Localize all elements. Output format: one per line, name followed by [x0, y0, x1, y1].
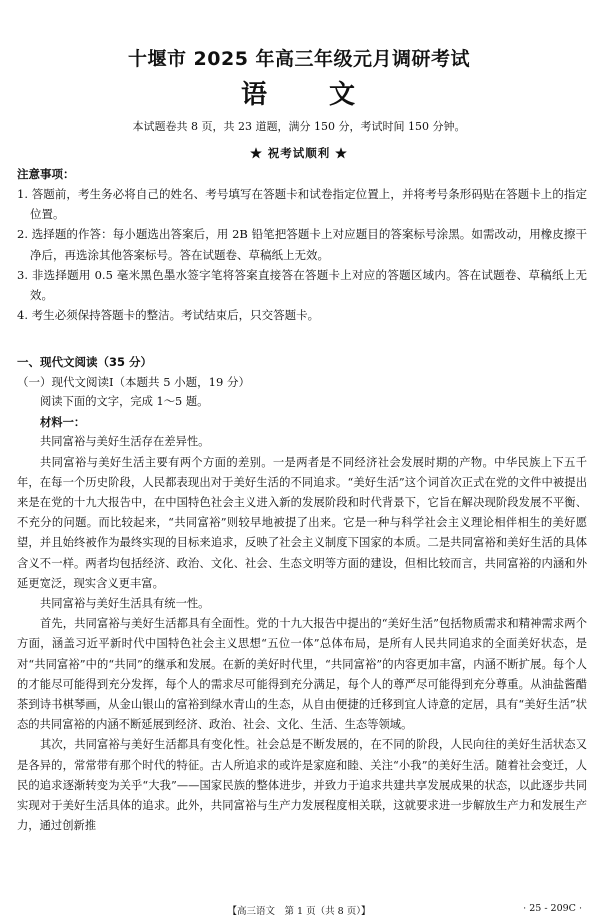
paragraph-3: 共同富裕与美好生活具有统一性。 — [40, 597, 210, 611]
notice-item-1: 1. 答题前，考生务必将自己的姓名、考号填写在答题卡和试卷指定位置上，并将考号条形码贴在答题卡上的指定位置。 — [17, 187, 587, 222]
subsection-heading: （一）现代文阅读Ⅰ（本题共 5 小题，19 分） — [17, 375, 250, 389]
reading-passage — [17, 392, 587, 836]
paragraph-5: 其次，共同富裕与美好生活都具有变化性。社会总是不断发展的，在不同的阶段，人民向往的美好生活状态又是各异的，常常带有那个时代的特征。古人所追求的或许是家庭和睦、关注“小我”的美好生活。随着社会变迁，人民的追求逐渐转变为关乎“大我”——国家民族的整体进步，并致力于追求共建共享发展成果的状态，以此逐步共同实现对于美好生活具体的追求。此外，共同富裕与生产力发展程度相关联，这就要求进一步解放生产力和发展生产力，通过创新推 — [17, 738, 587, 833]
exam-meta: 本试题卷共 8 页，共 23 道题，满分 150 分，考试时间 150 分钟。 — [132, 120, 466, 133]
section-heading: 一、现代文阅读（35 分） — [17, 355, 153, 369]
notice-list — [17, 184, 587, 325]
subject-char-1: 语 — [240, 80, 269, 110]
paragraph-4: 首先，共同富裕与美好生活都具有全面性。党的十九大报告中提出的“美好生活”包括物质需求和精神需求两个方面，涵盖习近平新时代中国特色社会主义思想“五位一体”总体布局，是所有人民共同追求的全面美好状态，是对“共同富裕”中的“共同”的继承和发展。在新的美好时代里，“共同富裕”的内容更加丰富，内涵不断扩展。每个人的才能尽可能得到充分发挥，每个人的需求尽可能得到充分满足，每个人的尊严尽可能得到充分尊重。从油盐酱醋茶到诗书棋琴画，从金山银山的富裕到绿水青山的生态，从自由便捷的迁移到宜人诗意的定居，具有“美好生活”状态的共同富裕的内涵不断延展到经济、政治、社会、文化、生活、生态等领域。 — [17, 617, 587, 732]
subject-title — [0, 74, 598, 111]
paragraph-1: 共同富裕与美好生活存在差异性。 — [40, 435, 210, 449]
notice-item-4: 4. 考生必须保持答题卡的整洁。考试结束后，只交答题卡。 — [17, 308, 320, 323]
good-luck-banner: ★ 祝考试顺利 ★ — [250, 146, 348, 160]
exam-title: 十堰市 2025 年高三年级元月调研考试 — [127, 48, 471, 70]
paragraph-2: 共同富裕与美好生活主要有两个方面的差别。一是两者是不同经济社会发展时期的产物。中华民族上下五千年，在每一个历史阶段，人民都表现出对于美好生活的不同追求。“美好生活”这个词首次正式在党的文件中被提出来是在党的十九大报告中，在中国特色社会主义进入新的发展阶段和时代背景下，它旨在解决现阶段发展不平衡、不充分的问题。而比较起来，“共同富裕”则较早地被提了出来。它是一种与科学社会主义理论相伴相生的美好愿望，并且始终被作为最终实现的目标来追求，反映了社会主义制度下国家的本质。二是共同富裕和美好生活的具体含义不一样。两者均包括经济、政治、文化、社会、生态文明等方面的建设，但相比较而言，共同富裕的内涵和外延更宽泛，现实含义更丰富。 — [17, 455, 587, 590]
page-number-label: 【高三语文 第 1 页（共 8 页）】 — [227, 906, 371, 917]
notice-item-2: 2. 选择题的作答：每小题选出答案后，用 2B 铅笔把答题卡上对应题目的答案标号涂黑。如需改动，用橡皮擦干净后，再选涂其他答案标号。答在试题卷、草稿纸上无效。 — [17, 227, 587, 262]
material-label: 材料一： — [40, 415, 86, 430]
instruction: 阅读下面的文字，完成 1～5 题。 — [40, 395, 209, 408]
notice-heading: 注意事项： — [17, 167, 75, 181]
notice-item-3: 3. 非选择题用 0.5 毫米黑色墨水签字笔将答案直接答在答题卡上对应的答题区域内。答在试题卷、草稿纸上无效。 — [17, 267, 587, 303]
exam-code: · 25 - 209C · — [523, 903, 582, 914]
subject-char-2: 文 — [329, 80, 358, 110]
